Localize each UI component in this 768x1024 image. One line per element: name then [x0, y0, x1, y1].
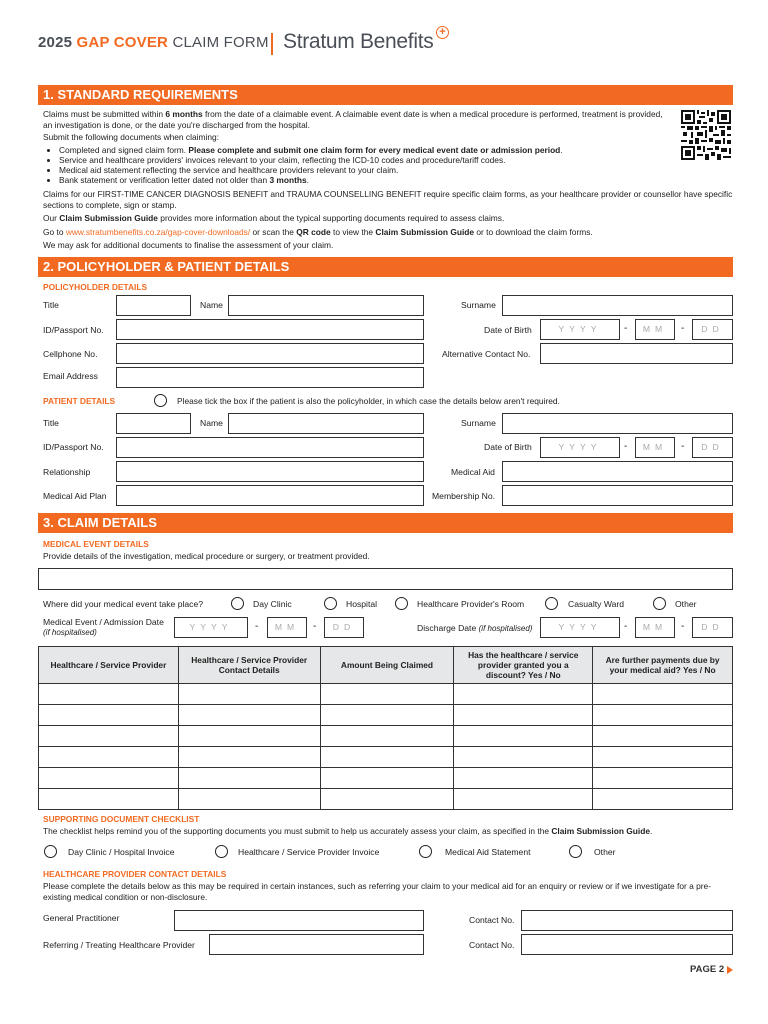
gp-field[interactable]	[174, 910, 424, 931]
location-option-label: Casualty Ward	[568, 599, 625, 609]
downloads-link[interactable]: www.stratumbenefits.co.za/gap-cover-downloads/	[65, 227, 251, 237]
location-option-label: Day Clinic	[253, 599, 292, 609]
gp-contact-label: Contact No.	[469, 915, 515, 925]
location-day-clinic-radio[interactable]	[231, 597, 244, 610]
table-cell[interactable]	[593, 705, 733, 726]
patient-surname-field[interactable]	[502, 413, 733, 434]
table-cell[interactable]	[593, 747, 733, 768]
policyholder-id-field[interactable]	[116, 319, 424, 340]
column-header: Amount Being Claimed	[320, 647, 454, 684]
form-title-rest: CLAIM FORM	[172, 34, 269, 51]
checklist-option-label: Medical Aid Statement	[445, 847, 531, 857]
table-cell[interactable]	[454, 789, 593, 810]
requirement-item: • Bank statement or verification letter dated not older than 3 months.	[59, 175, 733, 185]
admission-date-note: (if hospitalised)	[43, 628, 97, 637]
discharge-date-label: Discharge Date (if hospitalised)	[417, 623, 533, 633]
checklist-option-label: Other	[594, 847, 616, 857]
checklist-option-label: Day Clinic / Hospital Invoice	[68, 847, 175, 857]
table-cell[interactable]	[454, 768, 593, 789]
patient-plan-field[interactable]	[116, 485, 424, 506]
section-1-header: 1. STANDARD REQUIREMENTS	[38, 85, 733, 105]
medical-event-details-field[interactable]	[38, 568, 733, 590]
patient-heading: PATIENT DETAILS	[43, 396, 116, 406]
date-separator: -	[624, 323, 628, 334]
checklist-text: The checklist helps remind you of the supporting documents you must submit to help us accurately assess your claim, as specified in the Claim Submission Guide.	[43, 826, 653, 836]
table-cell[interactable]	[178, 789, 320, 810]
table-cell[interactable]	[593, 684, 733, 705]
table-cell[interactable]	[178, 705, 320, 726]
table-cell[interactable]	[39, 768, 179, 789]
admission-date-day[interactable]: DD	[324, 617, 364, 638]
policyholder-email-field[interactable]	[116, 367, 424, 388]
download-info-text: Go to www.stratumbenefits.co.za/gap-cover-downloads/ or scan the QR code to view the Claim Submission Guide or to download the claim forms.	[43, 227, 593, 237]
patient-name-field[interactable]	[228, 413, 424, 434]
section-1-submit-text: Submit the following documents when claiming:	[43, 132, 219, 142]
date-separator: -	[681, 621, 685, 632]
medical-event-prompt: Provide details of the investigation, medical procedure or surgery, or treatment provided.	[43, 551, 370, 561]
admission-date-label: Medical Event / Admission Date	[43, 617, 164, 627]
location-option-label: Other	[675, 599, 697, 609]
patient-dob-month[interactable]: MM	[635, 437, 675, 458]
date-separator: -	[313, 621, 317, 632]
table-cell[interactable]	[320, 789, 454, 810]
table-cell[interactable]	[39, 747, 179, 768]
column-header: Has the healthcare / service provider granted you a discount? Yes / No	[454, 647, 593, 684]
location-provider-room-radio[interactable]	[395, 597, 408, 610]
referring-contact-label: Contact No.	[469, 940, 515, 950]
location-casualty-ward-radio[interactable]	[545, 597, 558, 610]
checklist-medical-aid-statement-checkbox[interactable]	[419, 845, 432, 858]
checklist-other-checkbox[interactable]	[569, 845, 582, 858]
column-header: Are further payments due by your medical aid? Yes / No	[593, 647, 733, 684]
table-cell[interactable]	[454, 705, 593, 726]
hp-contact-heading: HEALTHCARE PROVIDER CONTACT DETAILS	[43, 869, 227, 879]
policyholder-dob-year[interactable]: YYYY	[540, 319, 620, 340]
form-title-accent: GAP COVER	[76, 34, 169, 51]
referring-contact-field[interactable]	[521, 934, 733, 955]
table-cell[interactable]	[593, 789, 733, 810]
table-cell[interactable]	[178, 747, 320, 768]
qr-code-icon[interactable]	[681, 110, 731, 160]
patient-medical-aid-label: Medical Aid	[451, 467, 495, 477]
referring-provider-field[interactable]	[209, 934, 424, 955]
policyholder-cellphone-label: Cellphone No.	[43, 349, 98, 359]
policyholder-id-label: ID/Passport No.	[43, 325, 104, 335]
brand-plus-icon: +	[436, 26, 449, 39]
table-row	[39, 726, 733, 747]
patient-title-field[interactable]	[116, 413, 191, 434]
section-3-header: 3. CLAIM DETAILS	[38, 513, 733, 533]
checklist-provider-invoice-checkbox[interactable]	[215, 845, 228, 858]
policyholder-cellphone-field[interactable]	[116, 343, 424, 364]
date-separator: -	[624, 441, 628, 452]
claims-table-header-row	[39, 647, 733, 684]
patient-dob-year[interactable]: YYYY	[540, 437, 620, 458]
page-number: PAGE 2	[690, 964, 725, 975]
special-claims-text: Claims for our FIRST-TIME CANCER DIAGNOSIS BENEFIT and TRAUMA COUNSELLING BENEFIT require specific claim forms, as your healthcare provider or counsellor have specific sections to complete, sign or stamp.	[43, 189, 733, 210]
table-row	[39, 747, 733, 768]
guide-info-text: Our Claim Submission Guide provides more information about the typical supporting documents required to assess claims.	[43, 213, 505, 223]
patient-dob-day[interactable]: DD	[692, 437, 733, 458]
location-option-label: Hospital	[346, 599, 378, 609]
table-cell[interactable]	[320, 747, 454, 768]
policyholder-dob-month[interactable]: MM	[635, 319, 675, 340]
patient-id-field[interactable]	[116, 437, 424, 458]
checklist-option-label: Healthcare / Service Provider Invoice	[238, 847, 380, 857]
admission-date-year[interactable]: YYYY	[174, 617, 248, 638]
table-row	[39, 684, 733, 705]
date-separator: -	[681, 323, 685, 334]
policyholder-surname-field[interactable]	[502, 295, 733, 316]
discharge-date-month[interactable]: MM	[635, 617, 675, 638]
table-cell[interactable]	[39, 789, 179, 810]
patient-medical-aid-field[interactable]	[502, 461, 733, 482]
patient-title-label: Title	[43, 418, 59, 428]
table-cell[interactable]	[178, 684, 320, 705]
policyholder-dob-label: Date of Birth	[484, 325, 532, 335]
policyholder-name-label: Name	[200, 300, 223, 310]
patient-membership-label: Membership No.	[432, 491, 496, 501]
form-title	[38, 34, 269, 51]
table-cell[interactable]	[320, 768, 454, 789]
table-cell[interactable]	[178, 768, 320, 789]
column-header: Healthcare / Service Provider	[39, 647, 179, 684]
patient-tick-note: Please tick the box if the patient is also the policyholder, in which case the details below aren't required.	[177, 396, 560, 406]
section-2-header: 2. POLICYHOLDER & PATIENT DETAILS	[38, 257, 733, 277]
date-separator: -	[255, 621, 259, 632]
policyholder-alt-contact-field[interactable]	[540, 343, 733, 364]
brand-logo-text: Stratum Benefits	[283, 30, 434, 53]
discharge-date-day[interactable]: DD	[692, 617, 733, 638]
table-cell[interactable]	[320, 684, 454, 705]
patient-dob-label: Date of Birth	[484, 442, 532, 452]
policyholder-name-field[interactable]	[228, 295, 424, 316]
column-header: Healthcare / Service Provider Contact Details	[178, 647, 320, 684]
requirement-item: • Completed and signed claim form. Please complete and submit one claim form for every medical event date or admission period.	[59, 145, 733, 155]
patient-plan-label: Medical Aid Plan	[43, 491, 107, 501]
table-row	[39, 705, 733, 726]
hp-contact-text: Please complete the details below as this may be required in certain instances, such as referring your claim to your medical aid for an enquiry or review or if we investigate for a pre-existing medical condition or non-disclosure.	[43, 881, 711, 902]
event-location-label: Where did your medical event take place?	[43, 599, 204, 609]
table-cell[interactable]	[454, 684, 593, 705]
checklist-hospital-invoice-checkbox[interactable]	[44, 845, 57, 858]
header-divider	[271, 33, 273, 55]
patient-membership-field[interactable]	[502, 485, 733, 506]
policyholder-surname-label: Surname	[461, 300, 496, 310]
gp-label: General Practitioner	[43, 913, 120, 923]
section-1-intro: Claims must be submitted within 6 months from the date of a claimable event. A claimable event date is when a medical procedure is performed, treatment is provided, an investigation is done, or the date you're discharged from the hospital.	[43, 109, 663, 130]
patient-relationship-label: Relationship	[43, 467, 91, 477]
policyholder-alt-contact-label: Alternative Contact No.	[442, 349, 531, 359]
patient-is-policyholder-checkbox[interactable]	[154, 394, 167, 407]
medical-event-heading: MEDICAL EVENT DETAILS	[43, 539, 149, 549]
policyholder-dob-day[interactable]: DD	[692, 319, 733, 340]
date-separator: -	[681, 441, 685, 452]
policyholder-heading: POLICYHOLDER DETAILS	[43, 282, 148, 292]
checklist-heading: SUPPORTING DOCUMENT CHECKLIST	[43, 814, 200, 824]
table-row	[39, 768, 733, 789]
discharge-date-year[interactable]: YYYY	[540, 617, 620, 638]
table-cell[interactable]	[320, 726, 454, 747]
location-hospital-radio[interactable]	[324, 597, 337, 610]
patient-relationship-field[interactable]	[116, 461, 424, 482]
form-year: 2025	[38, 34, 73, 51]
policyholder-email-label: Email Address	[43, 371, 98, 381]
table-cell[interactable]	[39, 684, 179, 705]
patient-id-label: ID/Passport No.	[43, 442, 104, 452]
policyholder-title-label: Title	[43, 300, 59, 310]
referring-provider-label: Referring / Treating Healthcare Provider	[43, 940, 195, 950]
location-option-label: Healthcare Provider's Room	[417, 599, 525, 609]
additional-docs-text: We may ask for additional documents to finalise the assessment of your claim.	[43, 240, 334, 250]
table-cell[interactable]	[39, 726, 179, 747]
table-cell[interactable]	[39, 705, 179, 726]
table-cell[interactable]	[320, 705, 454, 726]
requirements-list	[43, 145, 733, 185]
location-other-radio[interactable]	[653, 597, 666, 610]
table-cell[interactable]	[593, 726, 733, 747]
requirement-item: • Service and healthcare providers' invoices relevant to your claim, reflecting the ICD-10 codes and procedure/tariff codes.	[59, 155, 733, 165]
table-row	[39, 789, 733, 810]
patient-name-label: Name	[200, 418, 223, 428]
table-cell[interactable]	[454, 747, 593, 768]
gp-contact-field[interactable]	[521, 910, 733, 931]
policyholder-title-field[interactable]	[116, 295, 191, 316]
requirement-item: • Medical aid statement reflecting the service and healthcare providers relevant to your claim.	[59, 165, 733, 175]
next-page-arrow-icon	[727, 966, 733, 974]
date-separator: -	[624, 621, 628, 632]
admission-date-month[interactable]: MM	[267, 617, 307, 638]
table-cell[interactable]	[178, 726, 320, 747]
table-cell[interactable]	[454, 726, 593, 747]
patient-surname-label: Surname	[461, 418, 496, 428]
table-cell[interactable]	[593, 768, 733, 789]
claims-table	[38, 646, 733, 810]
